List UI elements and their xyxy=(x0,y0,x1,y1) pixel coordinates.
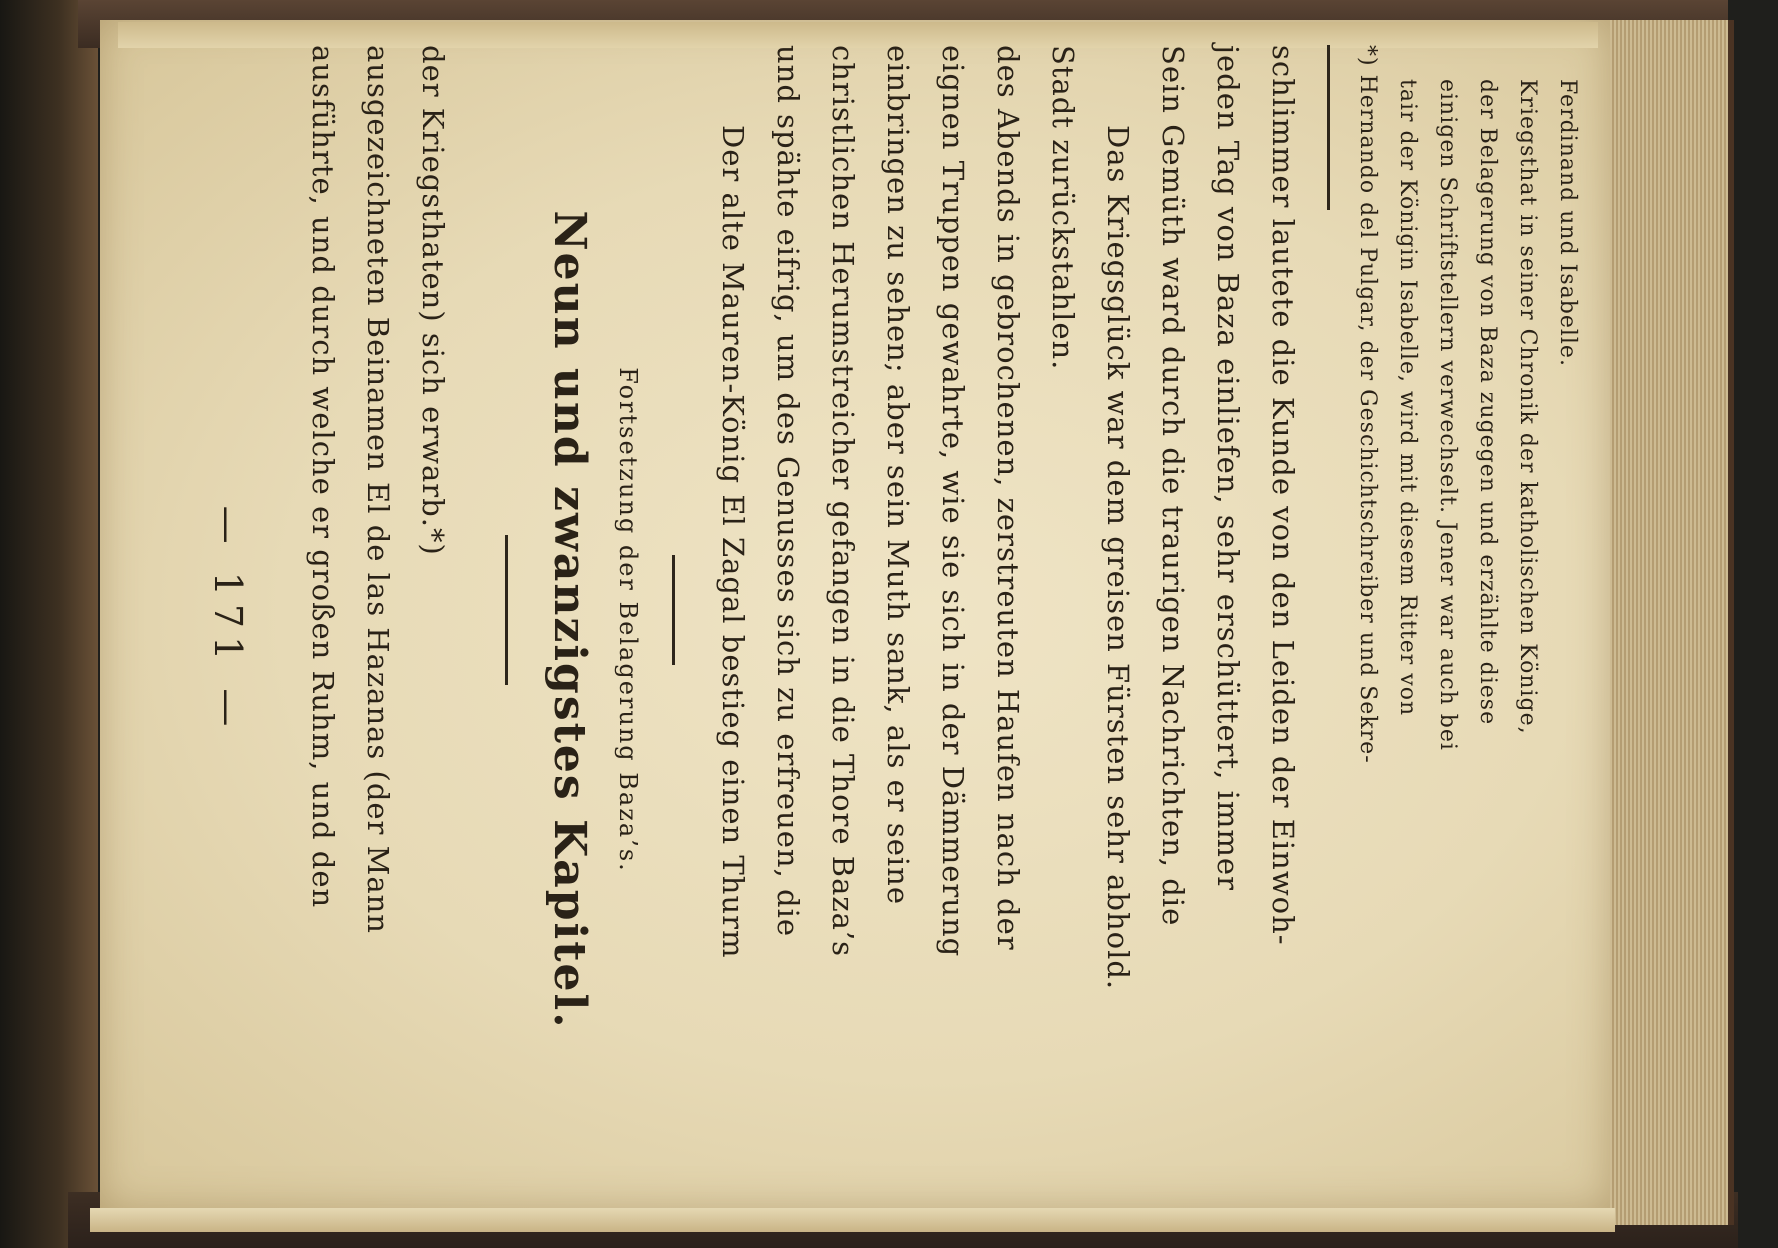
footnote-separator xyxy=(1327,45,1330,210)
footnote-line-5: Kriegsthat in seiner Chronik der katholischen Könige, xyxy=(1515,79,1540,735)
paragraph2-line-1: Das Kriegsglück war dem greisen Fürsten sehr abhold. xyxy=(1101,125,1135,991)
section-rule-top xyxy=(505,535,508,685)
footnote-line-3: einigen Schriftstellern verwechselt. Jener war auch bei xyxy=(1435,79,1460,751)
chapter-subtitle: Fortsetzung der Belagerung Baza’s. xyxy=(614,367,642,873)
paragraph1-line-5: eignen Truppen gewahrte, wie sie sich in der Dämmerung xyxy=(936,45,970,958)
paragraph1-line-7: Stadt zurückstahlen. xyxy=(1046,45,1080,371)
paragraph1-line-1: Der alte Mauren-König El Zagal bestieg einen Thurm xyxy=(716,125,750,959)
page-text-block xyxy=(130,45,1580,1195)
paragraph2-line-2: Sein Gemüth ward durch die traurigen Nachrichten, die xyxy=(1156,45,1190,927)
paragraph1-line-4: einbringen zu sehen; aber sein Muth sank, als er seine xyxy=(881,45,915,905)
book-spine-shadow xyxy=(0,0,98,1248)
footnote-line-4: der Belagerung von Baza zugegen und erzählte diese xyxy=(1475,79,1500,726)
footnote-line-2: tair der Königin Isabelle, wird mit diesem Ritter von xyxy=(1395,79,1420,717)
continuation-line-2: ausgezeichneten Beinamen El de las Hazanas (der Mann xyxy=(361,45,395,934)
footnote-line-6: Ferdinand und Isabelle. xyxy=(1555,79,1580,367)
section-rule-middle xyxy=(672,555,675,665)
page-number-header: — 171 — xyxy=(206,505,250,735)
page-edges xyxy=(1598,20,1734,1225)
paragraph2-line-4: schlimmer lautete die Kunde von den Leiden der Einwoh- xyxy=(1266,45,1300,946)
continuation-line-3: der Kriegsthaten) sich erwarb.*) xyxy=(416,45,450,556)
footnote-line-1: *) Hernando del Pulgar, der Geschichtschreiber und Sekre- xyxy=(1355,45,1380,764)
paragraph1-line-2: und spähte eifrig, um des Genusses sich zu erfreuen, die xyxy=(771,45,805,938)
continuation-line-1: ausführte, und durch welche er großen Ruhm, und den xyxy=(306,45,340,909)
paragraph1-line-6: des Abends in gebrochenen, zerstreuten Haufen nach der xyxy=(991,45,1025,951)
paragraph2-line-3: jeden Tag von Baza einliefen, sehr erschüttert, immer xyxy=(1211,45,1245,891)
paragraph1-line-3: christlichen Herumstreicher gefangen in die Thore Baza’s xyxy=(826,45,860,958)
chapter-title: Neun und zwanzigstes Kapitel. xyxy=(544,210,595,1030)
facing-page-edge-bottom xyxy=(90,1208,1615,1232)
